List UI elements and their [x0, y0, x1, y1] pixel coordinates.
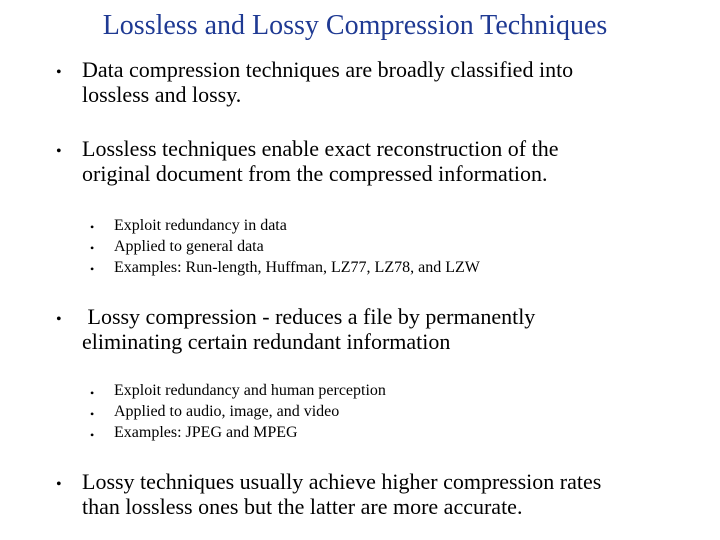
sub-bullet-marker: • [90, 220, 95, 234]
point-2-line-2: original document from the compressed information. [82, 161, 548, 186]
point-1-line-2: lossless and lossy. [82, 82, 242, 107]
sub-bullet-marker: • [90, 428, 95, 442]
sub-bullet-marker: • [90, 386, 95, 400]
point-2-subpoint-2: Applied to general data [114, 238, 264, 255]
bullet-marker: • [56, 476, 62, 493]
bullet-marker: • [56, 311, 62, 328]
bullet-marker: • [56, 143, 62, 160]
sub-bullet-marker: • [90, 262, 95, 276]
point-3-subpoint-3: Examples: JPEG and MPEG [114, 424, 298, 441]
slide-title: Lossless and Lossy Compression Techniques [102, 10, 608, 41]
point-3-subpoint-1: Exploit redundancy and human perception [114, 382, 386, 399]
bullet-marker: • [56, 64, 62, 81]
point-4-line-1: Lossy techniques usually achieve higher compression rates [82, 469, 602, 494]
point-3-line-2: eliminating certain redundant information [82, 329, 451, 354]
point-4-line-2: than lossless ones but the latter are more accurate. [82, 494, 523, 519]
point-2-subpoint-1: Exploit redundancy in data [114, 217, 287, 234]
point-1-line-1: Data compression techniques are broadly classified into [82, 57, 574, 82]
point-3-line-1: Lossy compression - reduces a file by permanently [82, 304, 536, 329]
sub-bullet-marker: • [90, 241, 95, 255]
point-2-subpoint-3: Examples: Run-length, Huffman, LZ77, LZ78, and LZW [114, 259, 480, 276]
point-2-line-1: Lossless techniques enable exact reconstruction of the [82, 136, 559, 161]
sub-bullet-marker: • [90, 407, 95, 421]
point-3-subpoint-2: Applied to audio, image, and video [114, 403, 340, 420]
